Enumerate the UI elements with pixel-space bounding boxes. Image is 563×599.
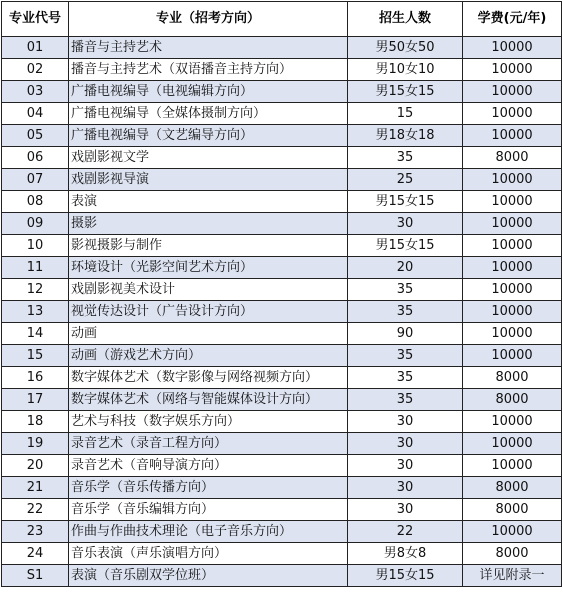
count-cell: 35: [348, 389, 463, 411]
table-row: [2, 279, 562, 301]
major-cell: 数字媒体艺术（网络与智能媒体设计方向）: [69, 389, 348, 411]
major-cell: 动画（游戏艺术方向）: [69, 345, 348, 367]
major-cell: 播音与主持艺术（双语播音主持方向）: [69, 59, 348, 81]
header-fee: 学费(元/年): [463, 2, 562, 37]
fee-cell: 10000: [463, 235, 562, 257]
fee-cell: 10000: [463, 455, 562, 477]
major-cell: 表演（音乐剧双学位班）: [69, 565, 348, 587]
header-major: 专业（招考方向）: [69, 2, 348, 37]
count-cell: 35: [348, 301, 463, 323]
major-cell: 广播电视编导（全媒体摄制方向）: [69, 103, 348, 125]
table-row: [2, 257, 562, 279]
table-row: [2, 521, 562, 543]
major-cell: 广播电视编导（电视编辑方向）: [69, 81, 348, 103]
count-cell: 35: [348, 279, 463, 301]
major-cell: 影视摄影与制作: [69, 235, 348, 257]
table-row: [2, 433, 562, 455]
table-row: [2, 213, 562, 235]
fee-cell: 10000: [463, 323, 562, 345]
table-row: [2, 169, 562, 191]
count-cell: 男15女15: [348, 191, 463, 213]
code-cell: 10: [2, 235, 69, 257]
fee-cell: 8000: [463, 477, 562, 499]
table-row: [2, 59, 562, 81]
code-cell: 11: [2, 257, 69, 279]
table-row: [2, 125, 562, 147]
table-row: [2, 455, 562, 477]
enrollment-table: [1, 1, 562, 587]
major-cell: 音乐表演（声乐演唱方向）: [69, 543, 348, 565]
count-cell: 男15女15: [348, 81, 463, 103]
code-cell: 17: [2, 389, 69, 411]
count-cell: 男18女18: [348, 125, 463, 147]
major-cell: 表演: [69, 191, 348, 213]
count-cell: 30: [348, 455, 463, 477]
major-cell: 环境设计（光影空间艺术方向）: [69, 257, 348, 279]
count-cell: 35: [348, 147, 463, 169]
table-row: [2, 411, 562, 433]
count-cell: 男50女50: [348, 37, 463, 59]
count-cell: 35: [348, 345, 463, 367]
count-cell: 30: [348, 411, 463, 433]
table-row: [2, 191, 562, 213]
major-cell: 戏剧影视美术设计: [69, 279, 348, 301]
count-cell: 30: [348, 477, 463, 499]
major-cell: 摄影: [69, 213, 348, 235]
code-cell: 03: [2, 81, 69, 103]
fee-cell: 8000: [463, 499, 562, 521]
fee-cell: 10000: [463, 125, 562, 147]
fee-cell: 10000: [463, 213, 562, 235]
fee-cell: 8000: [463, 543, 562, 565]
fee-cell: 10000: [463, 257, 562, 279]
fee-cell: 10000: [463, 81, 562, 103]
count-cell: 男8女8: [348, 543, 463, 565]
major-cell: 戏剧影视导演: [69, 169, 348, 191]
table-row: [2, 235, 562, 257]
fee-cell: 8000: [463, 367, 562, 389]
fee-cell: 10000: [463, 59, 562, 81]
fee-cell: 10000: [463, 521, 562, 543]
table-row: [2, 389, 562, 411]
count-cell: 男15女15: [348, 565, 463, 587]
table-header: [2, 2, 562, 37]
table-row: [2, 367, 562, 389]
count-cell: 30: [348, 499, 463, 521]
count-cell: 22: [348, 521, 463, 543]
table-row: [2, 301, 562, 323]
table-row: [2, 323, 562, 345]
major-cell: 录音艺术（音响导演方向）: [69, 455, 348, 477]
code-cell: 13: [2, 301, 69, 323]
table-row: [2, 37, 562, 59]
code-cell: 15: [2, 345, 69, 367]
table-row: [2, 345, 562, 367]
major-cell: 视觉传达设计（广告设计方向）: [69, 301, 348, 323]
fee-cell: 8000: [463, 147, 562, 169]
major-cell: 数字媒体艺术（数字影像与网络视频方向）: [69, 367, 348, 389]
fee-cell: 10000: [463, 37, 562, 59]
header-code: 专业代号: [2, 2, 69, 37]
count-cell: 90: [348, 323, 463, 345]
fee-cell: 详见附录一: [463, 565, 562, 587]
code-cell: 23: [2, 521, 69, 543]
code-cell: 21: [2, 477, 69, 499]
fee-cell: 10000: [463, 103, 562, 125]
code-cell: 18: [2, 411, 69, 433]
header-count: 招生人数: [348, 2, 463, 37]
table-row: [2, 565, 562, 587]
table-row: [2, 103, 562, 125]
fee-cell: 10000: [463, 433, 562, 455]
major-cell: 戏剧影视文学: [69, 147, 348, 169]
code-cell: 06: [2, 147, 69, 169]
count-cell: 男15女15: [348, 235, 463, 257]
count-cell: 30: [348, 433, 463, 455]
code-cell: 16: [2, 367, 69, 389]
code-cell: 20: [2, 455, 69, 477]
count-cell: 30: [348, 213, 463, 235]
count-cell: 15: [348, 103, 463, 125]
fee-cell: 10000: [463, 191, 562, 213]
fee-cell: 10000: [463, 279, 562, 301]
code-cell: 08: [2, 191, 69, 213]
count-cell: 25: [348, 169, 463, 191]
major-cell: 艺术与科技（数字娱乐方向）: [69, 411, 348, 433]
major-cell: 音乐学（音乐传播方向）: [69, 477, 348, 499]
header-row: [2, 2, 562, 37]
code-cell: 01: [2, 37, 69, 59]
code-cell: 09: [2, 213, 69, 235]
table-row: [2, 543, 562, 565]
fee-cell: 10000: [463, 345, 562, 367]
count-cell: 20: [348, 257, 463, 279]
fee-cell: 8000: [463, 389, 562, 411]
code-cell: 24: [2, 543, 69, 565]
major-cell: 广播电视编导（文艺编导方向）: [69, 125, 348, 147]
major-cell: 录音艺术（录音工程方向）: [69, 433, 348, 455]
major-cell: 音乐学（音乐编辑方向）: [69, 499, 348, 521]
fee-cell: 10000: [463, 411, 562, 433]
code-cell: 05: [2, 125, 69, 147]
major-cell: 播音与主持艺术: [69, 37, 348, 59]
major-cell: 作曲与作曲技术理论（电子音乐方向）: [69, 521, 348, 543]
fee-cell: 10000: [463, 169, 562, 191]
code-cell: 02: [2, 59, 69, 81]
code-cell: 04: [2, 103, 69, 125]
code-cell: 07: [2, 169, 69, 191]
count-cell: 35: [348, 367, 463, 389]
table-row: [2, 499, 562, 521]
code-cell: 14: [2, 323, 69, 345]
count-cell: 男10女10: [348, 59, 463, 81]
code-cell: 19: [2, 433, 69, 455]
code-cell: 22: [2, 499, 69, 521]
table-row: [2, 147, 562, 169]
enrollment-table-container: [1, 1, 561, 587]
major-cell: 动画: [69, 323, 348, 345]
fee-cell: 10000: [463, 301, 562, 323]
code-cell: 12: [2, 279, 69, 301]
code-cell: S1: [2, 565, 69, 587]
table-row: [2, 81, 562, 103]
table-body: [2, 37, 562, 587]
table-row: [2, 477, 562, 499]
